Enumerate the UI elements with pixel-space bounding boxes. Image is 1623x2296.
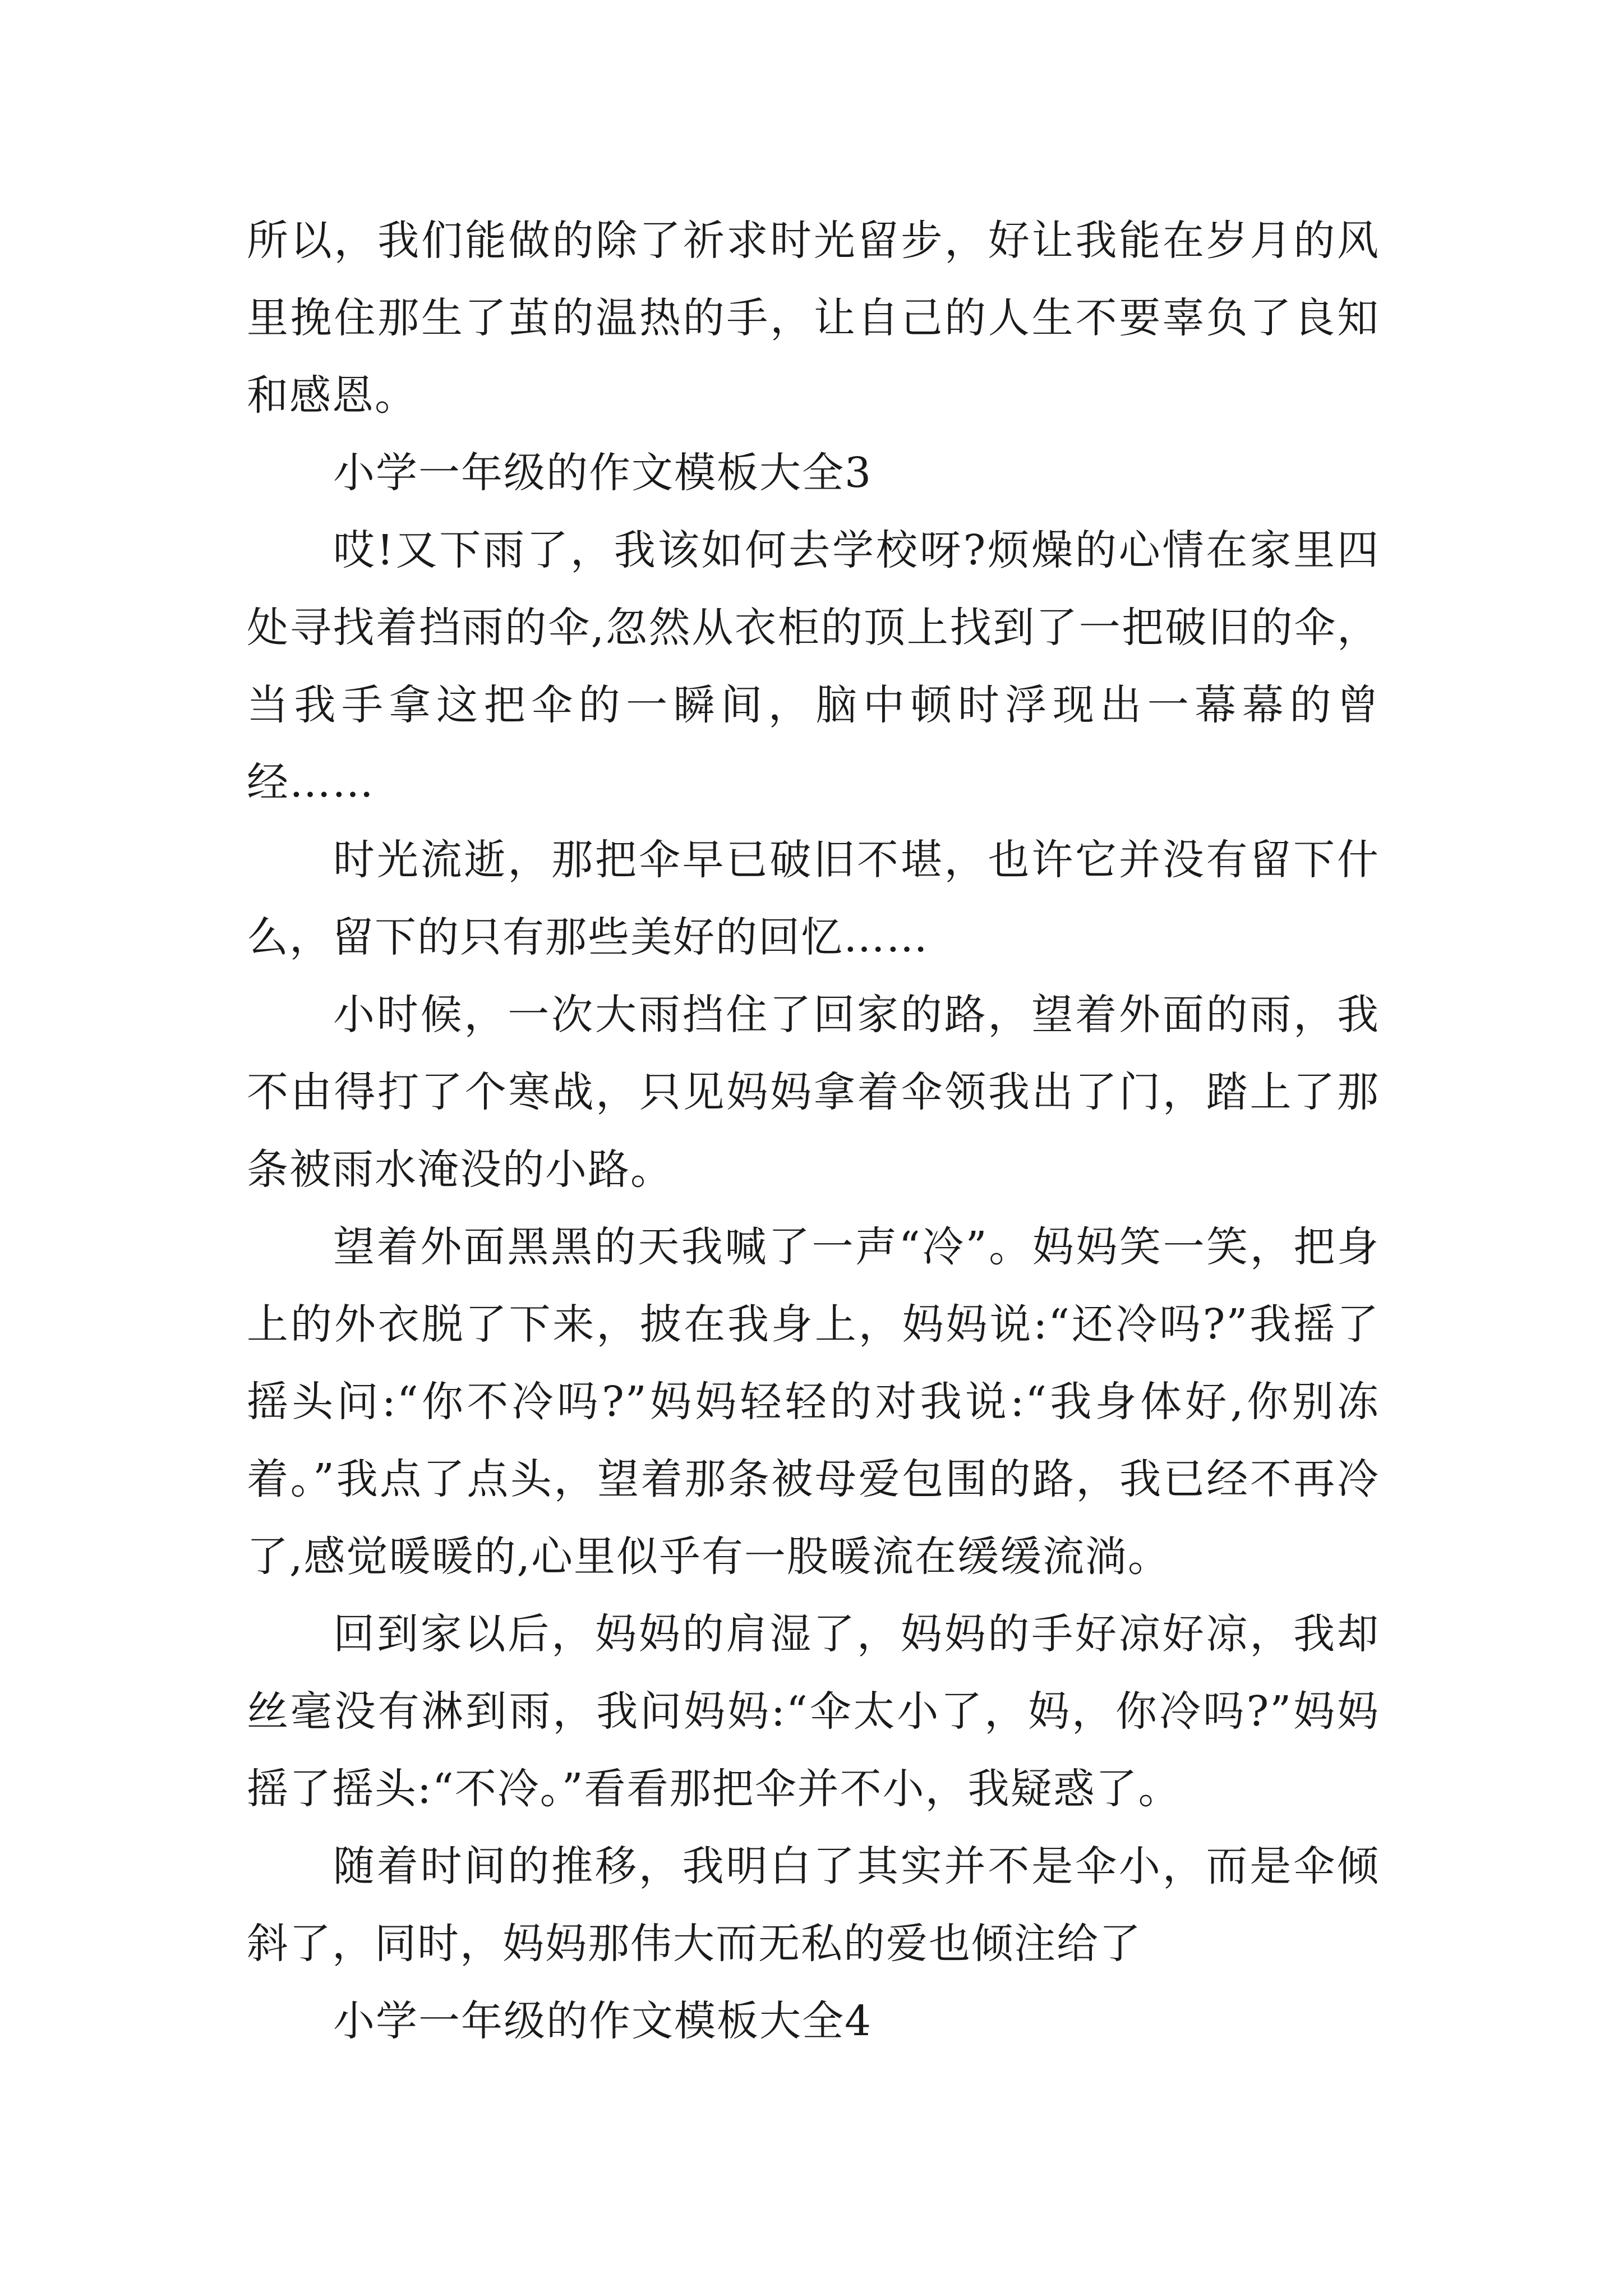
paragraph: 时光流逝，那把伞早已破旧不堪，也许它并没有留下什么，留下的只有那些美好的回忆…… [247, 836, 1380, 961]
paragraph: 望着外面黑黑的天我喊了一声“冷”。妈妈笑一笑，把身上的外衣脱了下来，披在我身上，妈妈说:“还冷吗?”我摇了摇头问:“你不冷吗?”妈妈轻轻的对我说:“我身体好,你别冻着。”我点了点头，望着那条被母爱包围的路，我已经不再冷了,感觉暖暖的,心里似乎有一股暖流在缓缓流淌。 [247, 1223, 1380, 1581]
section-heading: 小学一年级的作文模板大全3 [333, 449, 873, 497]
paragraph: 哎!又下雨了，我该如何去学校呀?烦燥的心情在家里四处寻找着挡雨的伞,忽然从衣柜的顶上找到了一把破旧的伞，当我手拿这把伞的一瞬间，脑中顿时浮现出一幕幕的曾经…… [247, 526, 1380, 807]
paragraph: 回到家以后，妈妈的肩湿了，妈妈的手好凉好凉，我却丝毫没有淋到雨，我问妈妈:“伞太小了，妈，你冷吗?”妈妈摇了摇头:“不冷。”看看那把伞并不小，我疑惑了。 [247, 1610, 1380, 1813]
paragraph: 小时候，一次大雨挡住了回家的路，望着外面的雨，我不由得打了个寒战，只见妈妈拿着伞领我出了门，踏上了那条被雨水淹没的小路。 [247, 991, 1380, 1194]
paragraph: 所以，我们能做的除了祈求时光留步，好让我能在岁月的风里挽住那生了茧的温热的手，让自己的人生不要辜负了良知和感恩。 [247, 217, 1380, 420]
section-heading: 小学一年级的作文模板大全4 [333, 1997, 873, 2045]
document-body [247, 202, 1380, 2060]
paragraph: 随着时间的推移，我明白了其实并不是伞小，而是伞倾斜了，同时，妈妈那伟大而无私的爱也倾注给了 [247, 1842, 1380, 1968]
